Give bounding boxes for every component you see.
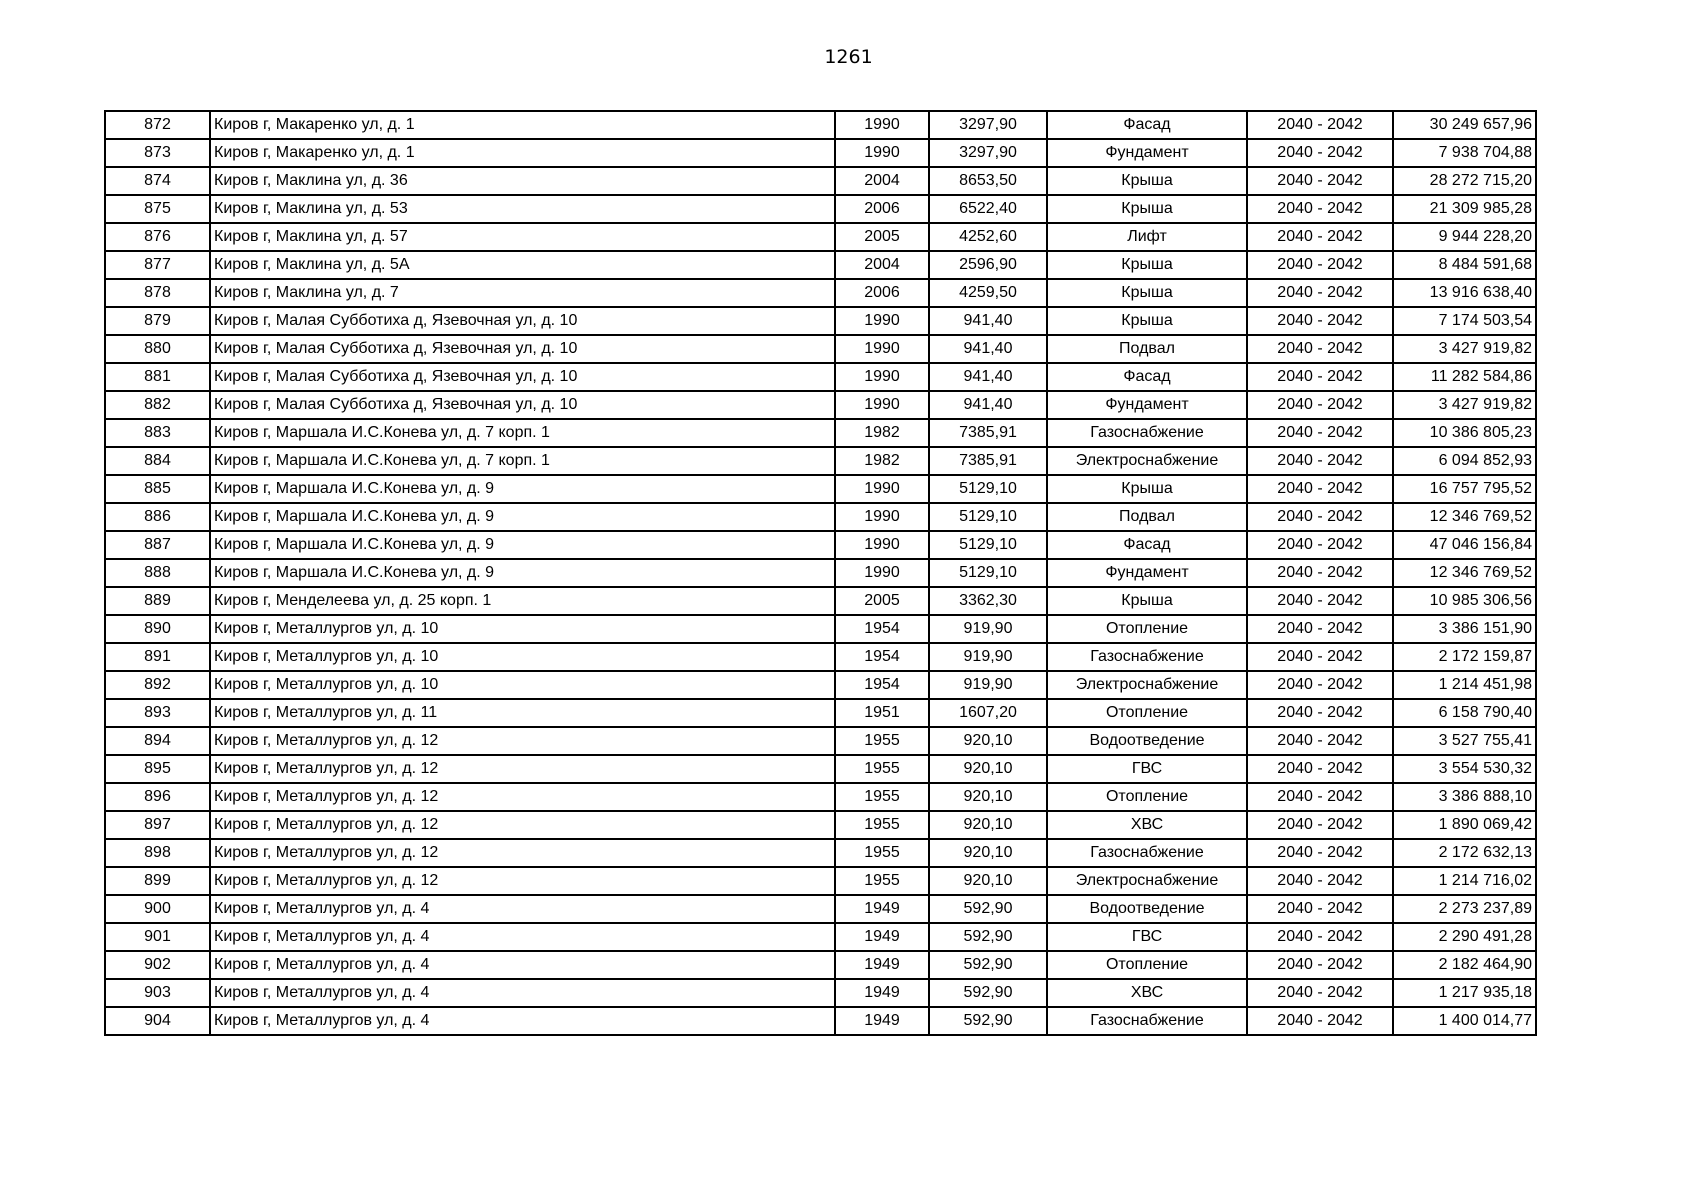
work-type-cell: Газоснабжение bbox=[1047, 839, 1247, 867]
row-number-cell: 874 bbox=[105, 167, 210, 195]
row-number-cell: 897 bbox=[105, 811, 210, 839]
address-cell: Киров г, Металлургов ул, д. 4 bbox=[210, 895, 835, 923]
table-row bbox=[105, 923, 1536, 951]
cost-cell: 21 309 985,28 bbox=[1393, 195, 1536, 223]
row-number-cell: 896 bbox=[105, 783, 210, 811]
address-cell: Киров г, Металлургов ул, д. 4 bbox=[210, 979, 835, 1007]
address-cell: Киров г, Малая Субботиха д, Язевочная ул, д. 10 bbox=[210, 391, 835, 419]
cost-cell: 3 386 151,90 bbox=[1393, 615, 1536, 643]
year-built-cell: 2006 bbox=[835, 195, 929, 223]
row-number-cell: 878 bbox=[105, 279, 210, 307]
address-cell: Киров г, Маклина ул, д. 36 bbox=[210, 167, 835, 195]
table-row bbox=[105, 475, 1536, 503]
cost-cell: 2 182 464,90 bbox=[1393, 951, 1536, 979]
table-row bbox=[105, 391, 1536, 419]
address-cell: Киров г, Маклина ул, д. 5А bbox=[210, 251, 835, 279]
year-built-cell: 2006 bbox=[835, 279, 929, 307]
work-type-cell: Крыша bbox=[1047, 195, 1247, 223]
row-number-cell: 889 bbox=[105, 587, 210, 615]
work-type-cell: ХВС bbox=[1047, 811, 1247, 839]
address-cell: Киров г, Металлургов ул, д. 12 bbox=[210, 839, 835, 867]
address-cell: Киров г, Металлургов ул, д. 12 bbox=[210, 727, 835, 755]
work-type-cell: Подвал bbox=[1047, 335, 1247, 363]
area-cell: 3297,90 bbox=[929, 111, 1047, 139]
table-row bbox=[105, 419, 1536, 447]
period-cell: 2040 - 2042 bbox=[1247, 755, 1393, 783]
period-cell: 2040 - 2042 bbox=[1247, 363, 1393, 391]
work-type-cell: ХВС bbox=[1047, 979, 1247, 1007]
table-row bbox=[105, 671, 1536, 699]
table-row bbox=[105, 783, 1536, 811]
row-number-cell: 872 bbox=[105, 111, 210, 139]
period-cell: 2040 - 2042 bbox=[1247, 475, 1393, 503]
work-type-cell: Электроснабжение bbox=[1047, 447, 1247, 475]
address-cell: Киров г, Маршала И.С.Конева ул, д. 9 bbox=[210, 475, 835, 503]
area-cell: 5129,10 bbox=[929, 475, 1047, 503]
period-cell: 2040 - 2042 bbox=[1247, 587, 1393, 615]
work-type-cell: Электроснабжение bbox=[1047, 671, 1247, 699]
area-cell: 592,90 bbox=[929, 1007, 1047, 1035]
period-cell: 2040 - 2042 bbox=[1247, 699, 1393, 727]
table-row bbox=[105, 979, 1536, 1007]
year-built-cell: 1990 bbox=[835, 307, 929, 335]
area-cell: 920,10 bbox=[929, 839, 1047, 867]
area-cell: 592,90 bbox=[929, 923, 1047, 951]
address-cell: Киров г, Маклина ул, д. 7 bbox=[210, 279, 835, 307]
row-number-cell: 875 bbox=[105, 195, 210, 223]
cost-cell: 8 484 591,68 bbox=[1393, 251, 1536, 279]
work-type-cell: Отопление bbox=[1047, 951, 1247, 979]
table-row bbox=[105, 1007, 1536, 1035]
row-number-cell: 893 bbox=[105, 699, 210, 727]
cost-cell: 2 273 237,89 bbox=[1393, 895, 1536, 923]
cost-cell: 2 172 632,13 bbox=[1393, 839, 1536, 867]
period-cell: 2040 - 2042 bbox=[1247, 951, 1393, 979]
cost-cell: 10 985 306,56 bbox=[1393, 587, 1536, 615]
table-row bbox=[105, 251, 1536, 279]
work-type-cell: Газоснабжение bbox=[1047, 643, 1247, 671]
cost-cell: 3 386 888,10 bbox=[1393, 783, 1536, 811]
cost-cell: 13 916 638,40 bbox=[1393, 279, 1536, 307]
period-cell: 2040 - 2042 bbox=[1247, 279, 1393, 307]
work-type-cell: Фундамент bbox=[1047, 559, 1247, 587]
year-built-cell: 1949 bbox=[835, 895, 929, 923]
area-cell: 919,90 bbox=[929, 615, 1047, 643]
period-cell: 2040 - 2042 bbox=[1247, 839, 1393, 867]
table-row bbox=[105, 895, 1536, 923]
table-row bbox=[105, 139, 1536, 167]
page-number: 1261 bbox=[824, 46, 873, 68]
address-cell: Киров г, Металлургов ул, д. 12 bbox=[210, 811, 835, 839]
table-row bbox=[105, 223, 1536, 251]
cost-cell: 10 386 805,23 bbox=[1393, 419, 1536, 447]
address-cell: Киров г, Маклина ул, д. 57 bbox=[210, 223, 835, 251]
year-built-cell: 1990 bbox=[835, 111, 929, 139]
year-built-cell: 1990 bbox=[835, 363, 929, 391]
address-cell: Киров г, Металлургов ул, д. 10 bbox=[210, 671, 835, 699]
area-cell: 7385,91 bbox=[929, 419, 1047, 447]
period-cell: 2040 - 2042 bbox=[1247, 251, 1393, 279]
address-cell: Киров г, Металлургов ул, д. 10 bbox=[210, 643, 835, 671]
address-cell: Киров г, Маклина ул, д. 53 bbox=[210, 195, 835, 223]
area-cell: 4252,60 bbox=[929, 223, 1047, 251]
address-cell: Киров г, Малая Субботиха д, Язевочная ул, д. 10 bbox=[210, 335, 835, 363]
row-number-cell: 885 bbox=[105, 475, 210, 503]
cost-cell: 11 282 584,86 bbox=[1393, 363, 1536, 391]
cost-cell: 2 290 491,28 bbox=[1393, 923, 1536, 951]
period-cell: 2040 - 2042 bbox=[1247, 503, 1393, 531]
cost-cell: 1 217 935,18 bbox=[1393, 979, 1536, 1007]
area-cell: 941,40 bbox=[929, 363, 1047, 391]
area-cell: 5129,10 bbox=[929, 503, 1047, 531]
address-cell: Киров г, Малая Субботиха д, Язевочная ул, д. 10 bbox=[210, 307, 835, 335]
area-cell: 919,90 bbox=[929, 643, 1047, 671]
work-type-cell: Крыша bbox=[1047, 251, 1247, 279]
period-cell: 2040 - 2042 bbox=[1247, 1007, 1393, 1035]
registry-table-body bbox=[105, 111, 1536, 1035]
table-row bbox=[105, 839, 1536, 867]
work-type-cell: Крыша bbox=[1047, 279, 1247, 307]
area-cell: 941,40 bbox=[929, 307, 1047, 335]
row-number-cell: 892 bbox=[105, 671, 210, 699]
year-built-cell: 1990 bbox=[835, 503, 929, 531]
address-cell: Киров г, Металлургов ул, д. 10 bbox=[210, 615, 835, 643]
work-type-cell: Подвал bbox=[1047, 503, 1247, 531]
table-row bbox=[105, 867, 1536, 895]
area-cell: 5129,10 bbox=[929, 559, 1047, 587]
work-type-cell: Газоснабжение bbox=[1047, 1007, 1247, 1035]
work-type-cell: Фасад bbox=[1047, 363, 1247, 391]
address-cell: Киров г, Маршала И.С.Конева ул, д. 9 bbox=[210, 531, 835, 559]
address-cell: Киров г, Макаренко ул, д. 1 bbox=[210, 111, 835, 139]
area-cell: 7385,91 bbox=[929, 447, 1047, 475]
address-cell: Киров г, Маршала И.С.Конева ул, д. 7 корп. 1 bbox=[210, 419, 835, 447]
area-cell: 941,40 bbox=[929, 335, 1047, 363]
year-built-cell: 2004 bbox=[835, 251, 929, 279]
table-row bbox=[105, 811, 1536, 839]
address-cell: Киров г, Металлургов ул, д. 4 bbox=[210, 923, 835, 951]
area-cell: 592,90 bbox=[929, 979, 1047, 1007]
address-cell: Киров г, Маршала И.С.Конева ул, д. 7 корп. 1 bbox=[210, 447, 835, 475]
year-built-cell: 1955 bbox=[835, 755, 929, 783]
period-cell: 2040 - 2042 bbox=[1247, 111, 1393, 139]
table-row bbox=[105, 167, 1536, 195]
row-number-cell: 894 bbox=[105, 727, 210, 755]
table-row bbox=[105, 615, 1536, 643]
year-built-cell: 1951 bbox=[835, 699, 929, 727]
row-number-cell: 888 bbox=[105, 559, 210, 587]
period-cell: 2040 - 2042 bbox=[1247, 223, 1393, 251]
area-cell: 592,90 bbox=[929, 951, 1047, 979]
row-number-cell: 880 bbox=[105, 335, 210, 363]
area-cell: 920,10 bbox=[929, 811, 1047, 839]
row-number-cell: 899 bbox=[105, 867, 210, 895]
period-cell: 2040 - 2042 bbox=[1247, 671, 1393, 699]
year-built-cell: 2005 bbox=[835, 223, 929, 251]
table-row bbox=[105, 111, 1536, 139]
address-cell: Киров г, Металлургов ул, д. 4 bbox=[210, 1007, 835, 1035]
cost-cell: 1 214 451,98 bbox=[1393, 671, 1536, 699]
period-cell: 2040 - 2042 bbox=[1247, 615, 1393, 643]
year-built-cell: 1955 bbox=[835, 783, 929, 811]
period-cell: 2040 - 2042 bbox=[1247, 783, 1393, 811]
address-cell: Киров г, Малая Субботиха д, Язевочная ул, д. 10 bbox=[210, 363, 835, 391]
cost-cell: 7 938 704,88 bbox=[1393, 139, 1536, 167]
address-cell: Киров г, Металлургов ул, д. 12 bbox=[210, 867, 835, 895]
cost-cell: 47 046 156,84 bbox=[1393, 531, 1536, 559]
year-built-cell: 1955 bbox=[835, 811, 929, 839]
row-number-cell: 895 bbox=[105, 755, 210, 783]
work-type-cell: Отопление bbox=[1047, 783, 1247, 811]
row-number-cell: 873 bbox=[105, 139, 210, 167]
year-built-cell: 1990 bbox=[835, 391, 929, 419]
row-number-cell: 901 bbox=[105, 923, 210, 951]
work-type-cell: ГВС bbox=[1047, 755, 1247, 783]
year-built-cell: 1949 bbox=[835, 923, 929, 951]
year-built-cell: 1954 bbox=[835, 615, 929, 643]
cost-cell: 2 172 159,87 bbox=[1393, 643, 1536, 671]
address-cell: Киров г, Металлургов ул, д. 4 bbox=[210, 951, 835, 979]
row-number-cell: 881 bbox=[105, 363, 210, 391]
address-cell: Киров г, Металлургов ул, д. 11 bbox=[210, 699, 835, 727]
registry-table bbox=[104, 110, 1537, 1036]
area-cell: 919,90 bbox=[929, 671, 1047, 699]
table-row bbox=[105, 755, 1536, 783]
work-type-cell: Крыша bbox=[1047, 587, 1247, 615]
address-cell: Киров г, Маршала И.С.Конева ул, д. 9 bbox=[210, 503, 835, 531]
work-type-cell: Водоотведение bbox=[1047, 727, 1247, 755]
table-row bbox=[105, 307, 1536, 335]
period-cell: 2040 - 2042 bbox=[1247, 139, 1393, 167]
cost-cell: 3 554 530,32 bbox=[1393, 755, 1536, 783]
period-cell: 2040 - 2042 bbox=[1247, 727, 1393, 755]
period-cell: 2040 - 2042 bbox=[1247, 867, 1393, 895]
address-cell: Киров г, Металлургов ул, д. 12 bbox=[210, 783, 835, 811]
row-number-cell: 890 bbox=[105, 615, 210, 643]
period-cell: 2040 - 2042 bbox=[1247, 923, 1393, 951]
row-number-cell: 876 bbox=[105, 223, 210, 251]
year-built-cell: 1949 bbox=[835, 951, 929, 979]
area-cell: 920,10 bbox=[929, 867, 1047, 895]
area-cell: 592,90 bbox=[929, 895, 1047, 923]
address-cell: Киров г, Маршала И.С.Конева ул, д. 9 bbox=[210, 559, 835, 587]
year-built-cell: 1990 bbox=[835, 335, 929, 363]
table-row bbox=[105, 951, 1536, 979]
year-built-cell: 1990 bbox=[835, 531, 929, 559]
cost-cell: 1 890 069,42 bbox=[1393, 811, 1536, 839]
work-type-cell: Фасад bbox=[1047, 531, 1247, 559]
work-type-cell: Водоотведение bbox=[1047, 895, 1247, 923]
period-cell: 2040 - 2042 bbox=[1247, 307, 1393, 335]
work-type-cell: Крыша bbox=[1047, 307, 1247, 335]
period-cell: 2040 - 2042 bbox=[1247, 643, 1393, 671]
year-built-cell: 1982 bbox=[835, 419, 929, 447]
row-number-cell: 898 bbox=[105, 839, 210, 867]
cost-cell: 6 158 790,40 bbox=[1393, 699, 1536, 727]
period-cell: 2040 - 2042 bbox=[1247, 419, 1393, 447]
work-type-cell: Отопление bbox=[1047, 615, 1247, 643]
year-built-cell: 1949 bbox=[835, 979, 929, 1007]
cost-cell: 12 346 769,52 bbox=[1393, 559, 1536, 587]
cost-cell: 16 757 795,52 bbox=[1393, 475, 1536, 503]
period-cell: 2040 - 2042 bbox=[1247, 531, 1393, 559]
address-cell: Киров г, Металлургов ул, д. 12 bbox=[210, 755, 835, 783]
table-row bbox=[105, 643, 1536, 671]
year-built-cell: 1954 bbox=[835, 643, 929, 671]
table-row bbox=[105, 587, 1536, 615]
area-cell: 920,10 bbox=[929, 755, 1047, 783]
table-row bbox=[105, 363, 1536, 391]
row-number-cell: 904 bbox=[105, 1007, 210, 1035]
row-number-cell: 886 bbox=[105, 503, 210, 531]
period-cell: 2040 - 2042 bbox=[1247, 811, 1393, 839]
year-built-cell: 1955 bbox=[835, 727, 929, 755]
period-cell: 2040 - 2042 bbox=[1247, 391, 1393, 419]
cost-cell: 12 346 769,52 bbox=[1393, 503, 1536, 531]
area-cell: 920,10 bbox=[929, 727, 1047, 755]
period-cell: 2040 - 2042 bbox=[1247, 167, 1393, 195]
year-built-cell: 2004 bbox=[835, 167, 929, 195]
table-row bbox=[105, 335, 1536, 363]
year-built-cell: 1982 bbox=[835, 447, 929, 475]
work-type-cell: Фасад bbox=[1047, 111, 1247, 139]
area-cell: 1607,20 bbox=[929, 699, 1047, 727]
period-cell: 2040 - 2042 bbox=[1247, 979, 1393, 1007]
period-cell: 2040 - 2042 bbox=[1247, 447, 1393, 475]
year-built-cell: 1990 bbox=[835, 139, 929, 167]
year-built-cell: 1955 bbox=[835, 839, 929, 867]
year-built-cell: 1990 bbox=[835, 475, 929, 503]
table-row bbox=[105, 447, 1536, 475]
work-type-cell: Отопление bbox=[1047, 699, 1247, 727]
work-type-cell: Фундамент bbox=[1047, 391, 1247, 419]
row-number-cell: 891 bbox=[105, 643, 210, 671]
year-built-cell: 1949 bbox=[835, 1007, 929, 1035]
area-cell: 6522,40 bbox=[929, 195, 1047, 223]
row-number-cell: 877 bbox=[105, 251, 210, 279]
year-built-cell: 1954 bbox=[835, 671, 929, 699]
cost-cell: 3 427 919,82 bbox=[1393, 335, 1536, 363]
row-number-cell: 887 bbox=[105, 531, 210, 559]
area-cell: 8653,50 bbox=[929, 167, 1047, 195]
cost-cell: 9 944 228,20 bbox=[1393, 223, 1536, 251]
work-type-cell: Крыша bbox=[1047, 475, 1247, 503]
row-number-cell: 900 bbox=[105, 895, 210, 923]
area-cell: 3362,30 bbox=[929, 587, 1047, 615]
work-type-cell: Лифт bbox=[1047, 223, 1247, 251]
table-row bbox=[105, 503, 1536, 531]
row-number-cell: 902 bbox=[105, 951, 210, 979]
work-type-cell: Фундамент bbox=[1047, 139, 1247, 167]
cost-cell: 28 272 715,20 bbox=[1393, 167, 1536, 195]
cost-cell: 3 427 919,82 bbox=[1393, 391, 1536, 419]
table-row bbox=[105, 727, 1536, 755]
period-cell: 2040 - 2042 bbox=[1247, 195, 1393, 223]
cost-cell: 7 174 503,54 bbox=[1393, 307, 1536, 335]
address-cell: Киров г, Менделеева ул, д. 25 корп. 1 bbox=[210, 587, 835, 615]
cost-cell: 1 214 716,02 bbox=[1393, 867, 1536, 895]
row-number-cell: 903 bbox=[105, 979, 210, 1007]
row-number-cell: 882 bbox=[105, 391, 210, 419]
cost-cell: 30 249 657,96 bbox=[1393, 111, 1536, 139]
table-row bbox=[105, 195, 1536, 223]
area-cell: 4259,50 bbox=[929, 279, 1047, 307]
work-type-cell: Крыша bbox=[1047, 167, 1247, 195]
area-cell: 941,40 bbox=[929, 391, 1047, 419]
table-row bbox=[105, 279, 1536, 307]
area-cell: 5129,10 bbox=[929, 531, 1047, 559]
work-type-cell: ГВС bbox=[1047, 923, 1247, 951]
year-built-cell: 2005 bbox=[835, 587, 929, 615]
row-number-cell: 883 bbox=[105, 419, 210, 447]
work-type-cell: Электроснабжение bbox=[1047, 867, 1247, 895]
area-cell: 920,10 bbox=[929, 783, 1047, 811]
area-cell: 2596,90 bbox=[929, 251, 1047, 279]
cost-cell: 3 527 755,41 bbox=[1393, 727, 1536, 755]
row-number-cell: 879 bbox=[105, 307, 210, 335]
address-cell: Киров г, Макаренко ул, д. 1 bbox=[210, 139, 835, 167]
cost-cell: 1 400 014,77 bbox=[1393, 1007, 1536, 1035]
table-row bbox=[105, 531, 1536, 559]
table-row bbox=[105, 559, 1536, 587]
period-cell: 2040 - 2042 bbox=[1247, 335, 1393, 363]
year-built-cell: 1990 bbox=[835, 559, 929, 587]
work-type-cell: Газоснабжение bbox=[1047, 419, 1247, 447]
period-cell: 2040 - 2042 bbox=[1247, 895, 1393, 923]
table-row bbox=[105, 699, 1536, 727]
period-cell: 2040 - 2042 bbox=[1247, 559, 1393, 587]
year-built-cell: 1955 bbox=[835, 867, 929, 895]
cost-cell: 6 094 852,93 bbox=[1393, 447, 1536, 475]
row-number-cell: 884 bbox=[105, 447, 210, 475]
area-cell: 3297,90 bbox=[929, 139, 1047, 167]
